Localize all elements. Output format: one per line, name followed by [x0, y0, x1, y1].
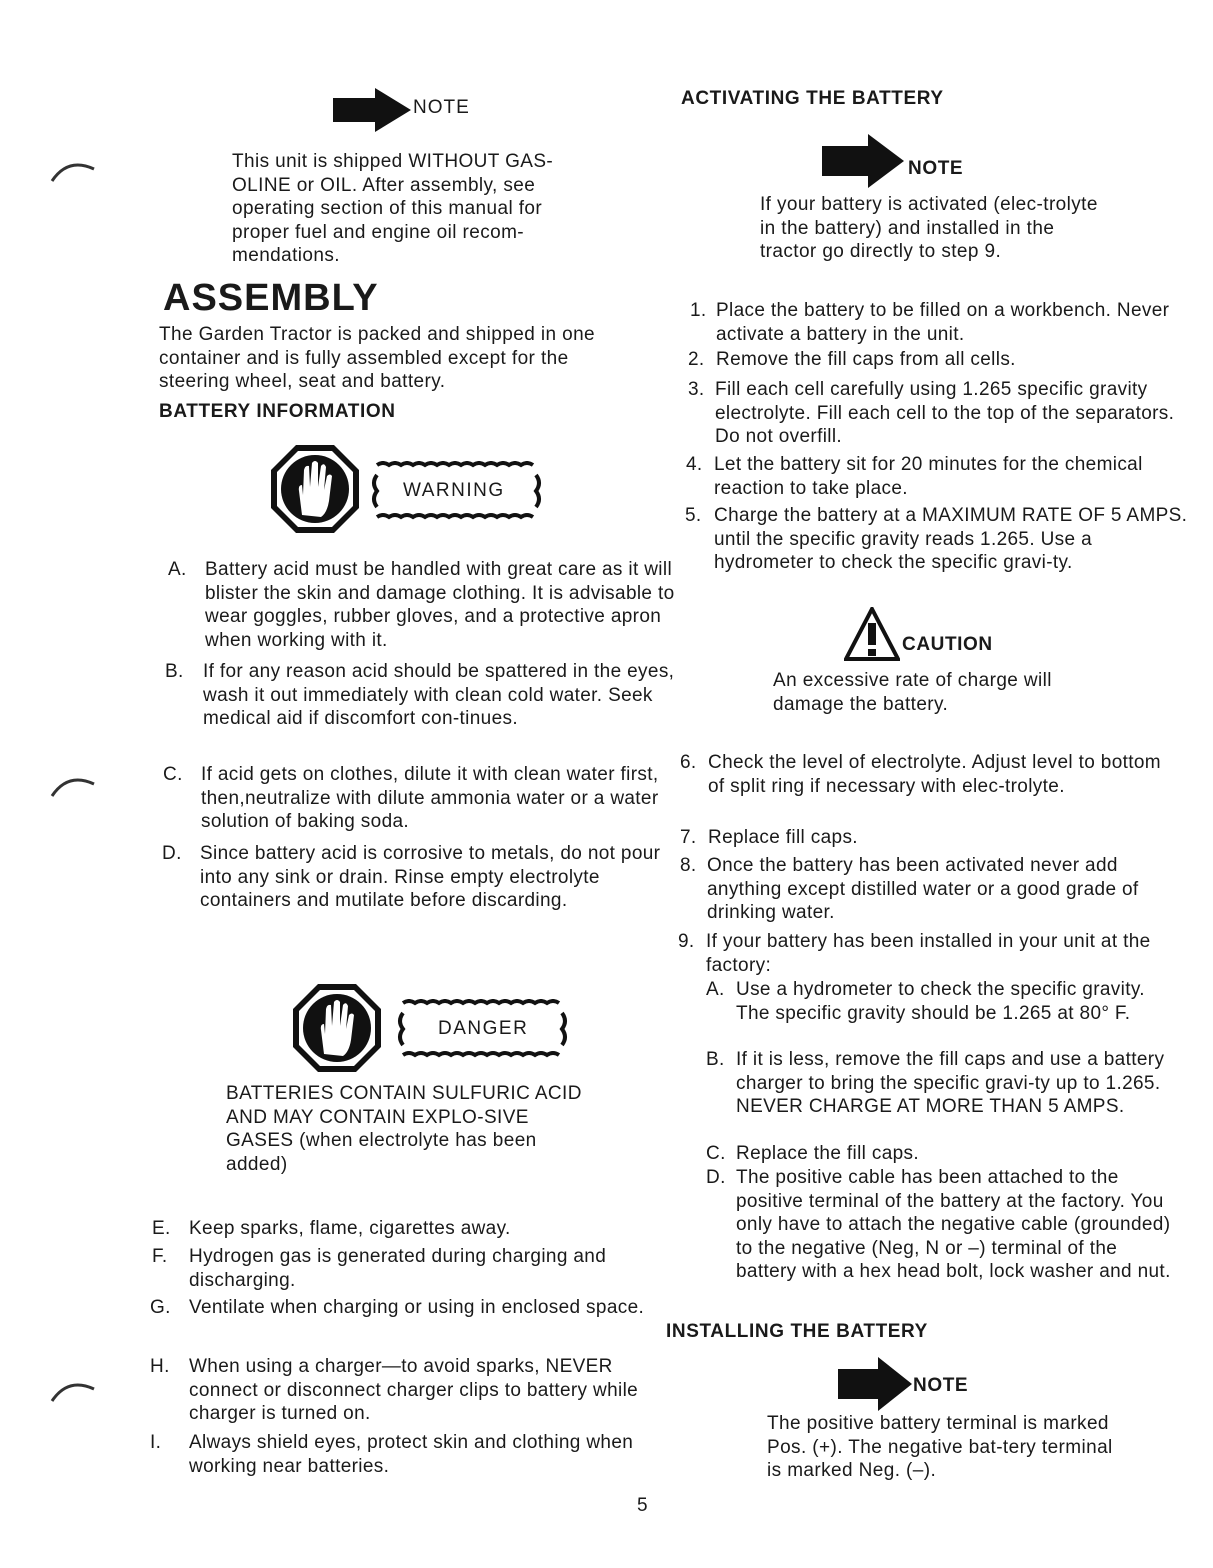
assembly-intro: The Garden Tractor is packed and shipped in one container and is fully assembled except for the steering wheel, seat and battery.	[159, 324, 596, 392]
warning-label: WARNING	[403, 480, 505, 501]
substep-label: A.	[706, 979, 725, 1000]
step-number: 5.	[685, 505, 702, 526]
list-item	[150, 1296, 679, 1320]
item-label: H.	[150, 1356, 170, 1377]
scan-mark	[48, 1375, 98, 1405]
step-number: 1.	[690, 300, 707, 321]
list-item	[162, 842, 688, 913]
danger-text: BATTERIES CONTAIN SULFURIC ACID AND MAY CONTAIN EXPLO-SIVE GASES (when electrolyte has been added)	[226, 1083, 582, 1175]
item-label: B.	[165, 661, 184, 682]
list-item	[152, 1245, 679, 1292]
item-label: E.	[152, 1218, 171, 1239]
list-item	[690, 299, 1186, 346]
substep-text: Use a hydrometer to check the specific gravity. The specific gravity should be 1.265 at 80° F.	[736, 979, 1145, 1024]
item-text: Always shield eyes, protect skin and clothing when working near batteries.	[189, 1432, 634, 1477]
item-label: A.	[168, 559, 187, 580]
list-item	[678, 930, 1180, 977]
list-item	[688, 378, 1185, 449]
caution-text: An excessive rate of charge will damage the battery.	[773, 670, 1052, 715]
step-text: Remove the fill caps from all cells.	[716, 349, 1016, 370]
item-text: Ventilate when charging or using in enclosed space.	[189, 1297, 645, 1318]
step-text: Let the battery sit for 20 minutes for the chemical reaction to take place.	[714, 454, 1143, 499]
note-text: If your battery is activated (elec-trolyte in the battery) and installed in the tractor go directly to step 9.	[760, 194, 1098, 262]
section-heading: BATTERY INFORMATION	[159, 401, 396, 422]
item-text: Battery acid must be handled with great care as it will blister the skin and damage clothing. It is advisable to wear goggles, rubber gloves, and a protective apron when working with it.	[205, 559, 675, 651]
note-arrow-icon	[838, 1357, 914, 1411]
list-item	[150, 1355, 679, 1426]
item-label: G.	[150, 1297, 171, 1318]
hand-stop-icon	[269, 443, 361, 535]
list-item	[686, 453, 1186, 500]
item-label: C.	[163, 764, 183, 785]
note-label: NOTE	[413, 97, 470, 118]
caution-label: CAUTION	[902, 634, 993, 655]
list-item	[706, 978, 1182, 1025]
item-text: Since battery acid is corrosive to metals, do not pour into any sink or drain. Rinse empty electrolyte containers and mutilate before discarding.	[200, 843, 661, 911]
note-label: NOTE	[908, 158, 964, 179]
step-text: Place the battery to be filled on a workbench. Never activate a battery in the unit.	[716, 300, 1170, 345]
danger-label: DANGER	[438, 1018, 529, 1039]
substep-label: C.	[706, 1143, 726, 1164]
note-text: This unit is shipped WITHOUT GAS-OLINE or OIL. After assembly, see operating section of this manual for proper fuel and engine oil recom-mendations.	[232, 151, 554, 266]
list-item	[688, 348, 1186, 372]
list-item	[706, 1142, 1182, 1166]
note-text: The positive battery terminal is marked Pos. (+). The negative bat-tery terminal is marked Neg. (–).	[767, 1413, 1113, 1481]
item-text: Hydrogen gas is generated during charging and discharging.	[189, 1246, 607, 1291]
item-text: If acid gets on clothes, dilute it with clean water first, then,neutralize with dilute ammonia water or a water solution of baking soda.	[201, 764, 659, 832]
note-arrow-icon	[333, 88, 413, 132]
list-item	[685, 504, 1188, 575]
list-item	[706, 1166, 1182, 1284]
step-text: Charge the battery at a MAXIMUM RATE OF 5 AMPS. until the specific gravity reads 1.265. Use a hydrometer to check the specific gravi-ty.	[714, 505, 1188, 573]
step-text: If your battery has been installed in your unit at the factory:	[706, 931, 1151, 976]
list-item	[706, 1048, 1182, 1119]
step-number: 9.	[678, 931, 695, 952]
step-text: Replace fill caps.	[708, 827, 858, 848]
list-item	[152, 1217, 679, 1241]
step-text: Check the level of electrolyte. Adjust level to bottom of split ring if necessary with elec-trolyte.	[708, 752, 1161, 797]
substep-text: Replace the fill caps.	[736, 1143, 920, 1164]
step-text: Once the battery has been activated never add anything except distilled water or a good grade of drinking water.	[707, 855, 1139, 923]
list-item	[163, 763, 688, 834]
list-item	[168, 558, 695, 652]
scan-mark	[48, 770, 98, 800]
hand-stop-icon	[291, 982, 383, 1074]
item-text: Keep sparks, flame, cigarettes away.	[189, 1218, 511, 1239]
step-number: 6.	[680, 752, 697, 773]
section-heading: ACTIVATING THE BATTERY	[681, 88, 944, 109]
list-item	[150, 1431, 679, 1478]
step-number: 2.	[688, 349, 705, 370]
page-title: ASSEMBLY	[163, 277, 379, 319]
substep-text: The positive cable has been attached to the positive terminal of the battery at the factory. You only have to attach the negative cable (grounded) to the negative (Neg, N or –) terminal of the battery with a hex head bolt, lock washer and nut.	[736, 1167, 1171, 1282]
scan-mark	[48, 155, 98, 185]
note-arrow-icon	[822, 134, 906, 188]
list-item	[680, 826, 1182, 850]
section-heading: INSTALLING THE BATTERY	[666, 1321, 928, 1342]
item-text: If for any reason acid should be spattered in the eyes, wash it out immediately with clean cold water. Seek medical aid if discomfort con-tinues.	[203, 661, 675, 729]
substep-text: If it is less, remove the fill caps and use a battery charger to bring the specific gravi-ty up to 1.265. NEVER CHARGE AT MORE THAN 5 AMPS.	[736, 1049, 1165, 1117]
list-item	[165, 660, 688, 731]
step-number: 7.	[680, 827, 697, 848]
item-label: D.	[162, 843, 182, 864]
list-item	[680, 751, 1182, 798]
page-number: 5	[637, 1495, 648, 1516]
step-number: 8.	[680, 855, 697, 876]
substep-label: B.	[706, 1049, 725, 1070]
list-item	[680, 854, 1179, 925]
step-number: 3.	[688, 379, 705, 400]
item-label: F.	[152, 1246, 168, 1267]
note-label: NOTE	[913, 1375, 969, 1396]
item-label: I.	[150, 1432, 162, 1453]
caution-triangle-icon	[844, 607, 900, 661]
step-number: 4.	[686, 454, 703, 475]
item-text: When using a charger—to avoid sparks, NEVER connect or disconnect charger clips to battery while charger is turned on.	[189, 1356, 639, 1424]
substep-label: D.	[706, 1167, 726, 1188]
step-text: Fill each cell carefully using 1.265 specific gravity electrolyte. Fill each cell to the top of the separators. Do not overfill.	[715, 379, 1175, 447]
